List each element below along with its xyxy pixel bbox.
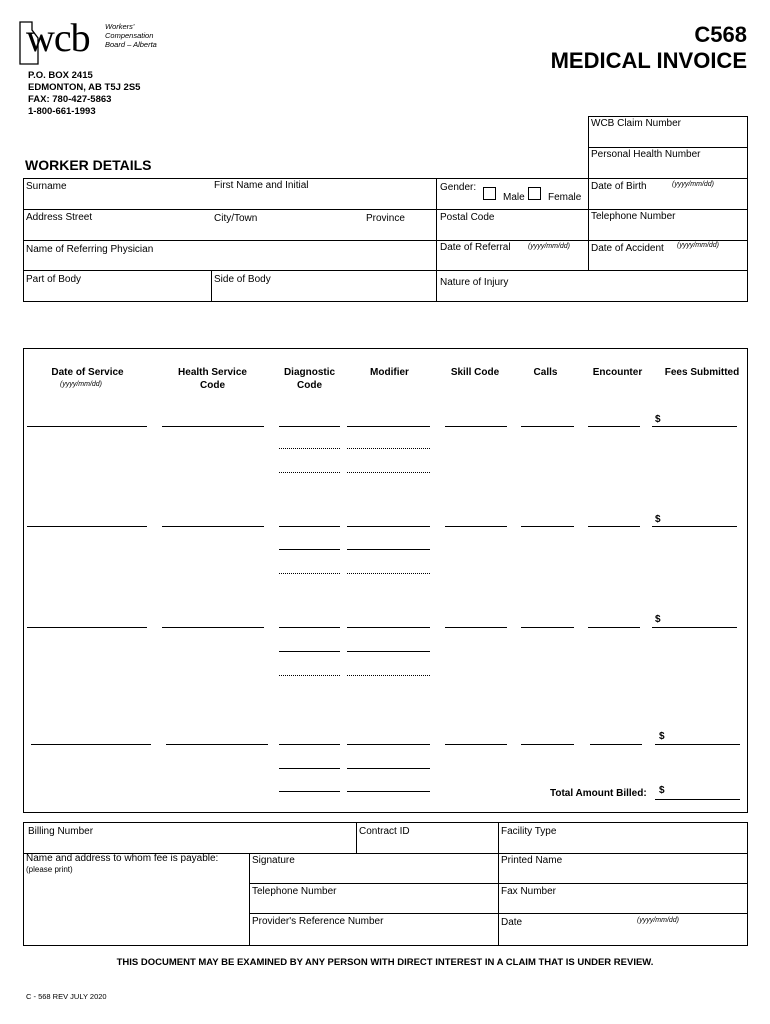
referring-physician-field[interactable]: Name of Referring Physician	[26, 244, 154, 255]
modifier-input[interactable]	[347, 675, 430, 676]
diagnostic-code-input[interactable]	[279, 526, 340, 527]
payee-name-address-field[interactable]: Name and address to whom fee is payable:	[26, 853, 219, 864]
health-service-code-input[interactable]	[162, 526, 264, 527]
col-encounter: Encounter	[592, 367, 643, 378]
col-modifier: Modifier	[370, 367, 409, 378]
province-field[interactable]: Province	[366, 213, 405, 224]
diagnostic-code-input[interactable]	[279, 651, 340, 652]
female-checkbox[interactable]	[528, 187, 541, 200]
col-health-service-code: Health Service Code	[178, 367, 247, 391]
accident-format-hint: (yyyy/mm/dd)	[677, 242, 719, 249]
date-of-birth-field[interactable]: Date of Birth	[591, 181, 647, 192]
modifier-input[interactable]	[347, 549, 430, 550]
form-revision: C - 568 REV JULY 2020	[26, 992, 107, 1001]
diagnostic-code-input[interactable]	[279, 627, 340, 628]
gender-label: Gender:	[440, 182, 477, 193]
col-diagnostic-code: Diagnostic Code	[283, 367, 336, 391]
encounter-input[interactable]	[588, 426, 640, 427]
city-town-field[interactable]: City/Town	[214, 213, 258, 224]
modifier-input[interactable]	[347, 768, 430, 769]
encounter-input[interactable]	[588, 627, 640, 628]
date-of-service-input[interactable]	[27, 627, 147, 628]
modifier-input[interactable]	[347, 526, 430, 527]
billing-number-field[interactable]: Billing Number	[28, 826, 94, 837]
fees-submitted-input[interactable]	[655, 744, 740, 745]
male-checkbox[interactable]	[483, 187, 496, 200]
contract-id-field[interactable]: Contract ID	[359, 826, 410, 837]
review-notice: THIS DOCUMENT MAY BE EXAMINED BY ANY PERSON WITH DIRECT INTEREST IN A CLAIM THAT IS UNDER REVIEW.	[116, 957, 654, 968]
dob-format-hint: (yyyy/mm/dd)	[672, 181, 714, 188]
fax-number-field[interactable]: Fax Number	[501, 886, 557, 897]
address-street-field[interactable]: Address Street	[26, 212, 93, 223]
diagnostic-code-input[interactable]	[279, 768, 340, 769]
currency-symbol: $	[655, 614, 661, 625]
health-service-code-input[interactable]	[162, 426, 264, 427]
col-calls: Calls	[533, 367, 558, 378]
nature-of-injury-field[interactable]: Nature of Injury	[440, 277, 509, 288]
diagnostic-code-input[interactable]	[279, 573, 340, 574]
date-of-accident-field[interactable]: Date of Accident	[591, 243, 664, 254]
personal-health-number-label: Personal Health Number	[591, 149, 701, 160]
personal-health-number-field[interactable]	[588, 147, 748, 179]
part-of-body-field[interactable]: Part of Body	[26, 274, 82, 285]
col-date-format: (yyyy/mm/dd)	[60, 381, 102, 388]
female-label: Female	[548, 192, 582, 203]
mailing-address: P.O. BOX 2415 EDMONTON, AB T5J 2S5 FAX: 780-427-5863 1-800-661-1993	[28, 70, 141, 117]
diagnostic-code-input[interactable]	[279, 448, 340, 449]
calls-input[interactable]	[521, 627, 574, 628]
skill-code-input[interactable]	[445, 627, 507, 628]
modifier-input[interactable]	[347, 448, 430, 449]
form-code: C568	[694, 22, 747, 47]
logo-wordmark: wcb	[26, 15, 90, 60]
signature-field[interactable]: Signature	[252, 855, 295, 866]
date-of-service-input[interactable]	[27, 426, 147, 427]
health-service-code-input[interactable]	[166, 744, 268, 745]
diagnostic-code-input[interactable]	[279, 744, 340, 745]
date-of-service-input[interactable]	[27, 526, 147, 527]
billing-date-field[interactable]: Date	[501, 917, 523, 928]
please-print-hint: (please print)	[26, 865, 73, 874]
currency-symbol: $	[659, 731, 665, 742]
encounter-input[interactable]	[588, 526, 640, 527]
col-fees-submitted: Fees Submitted	[664, 367, 740, 378]
logo-org-name: Workers' Compensation Board – Alberta	[105, 22, 157, 49]
calls-input[interactable]	[521, 426, 574, 427]
total-currency-symbol: $	[659, 785, 665, 796]
modifier-input[interactable]	[347, 791, 430, 792]
col-skill-code: Skill Code	[450, 367, 500, 378]
currency-symbol: $	[655, 414, 661, 425]
calls-input[interactable]	[521, 526, 574, 527]
diagnostic-code-input[interactable]	[279, 472, 340, 473]
billing-date-format-hint: (yyyy/mm/dd)	[637, 917, 679, 924]
total-amount-billed-label: Total Amount Billed:	[550, 788, 647, 799]
skill-code-input[interactable]	[445, 526, 507, 527]
modifier-input[interactable]	[347, 426, 430, 427]
surname-field[interactable]: Surname	[26, 181, 67, 192]
diagnostic-code-input[interactable]	[279, 426, 340, 427]
total-amount-input[interactable]	[655, 799, 740, 800]
col-date-of-service: Date of Service	[51, 367, 124, 378]
date-of-referral-field[interactable]: Date of Referral	[440, 242, 511, 253]
facility-type-field[interactable]: Facility Type	[501, 826, 557, 837]
wcb-claim-number-field[interactable]	[588, 116, 748, 148]
currency-symbol: $	[655, 514, 661, 525]
printed-name-field[interactable]: Printed Name	[501, 855, 563, 866]
provider-telephone-field[interactable]: Telephone Number	[252, 886, 337, 897]
male-label: Male	[503, 192, 525, 203]
modifier-input[interactable]	[347, 472, 430, 473]
fees-submitted-input[interactable]	[652, 526, 737, 527]
form-title: MEDICAL INVOICE	[550, 48, 747, 73]
side-of-body-field[interactable]: Side of Body	[214, 274, 271, 285]
worker-details-title: WORKER DETAILS	[25, 157, 152, 173]
calls-input[interactable]	[521, 744, 574, 745]
fees-submitted-input[interactable]	[652, 627, 737, 628]
modifier-input[interactable]	[347, 627, 430, 628]
first-name-field[interactable]: First Name and Initial	[214, 180, 309, 191]
wcb-claim-number-label: WCB Claim Number	[591, 118, 682, 129]
date-of-service-input[interactable]	[31, 744, 151, 745]
diagnostic-code-input[interactable]	[279, 549, 340, 550]
diagnostic-code-input[interactable]	[279, 791, 340, 792]
skill-code-input[interactable]	[445, 744, 507, 745]
billing-grid	[23, 822, 748, 946]
telephone-number-field[interactable]: Telephone Number	[591, 211, 676, 222]
diagnostic-code-input[interactable]	[279, 675, 340, 676]
fees-submitted-input[interactable]	[652, 426, 737, 427]
modifier-input[interactable]	[347, 744, 430, 745]
health-service-code-input[interactable]	[162, 627, 264, 628]
provider-reference-number-field[interactable]: Provider's Reference Number	[252, 916, 384, 927]
encounter-input[interactable]	[590, 744, 642, 745]
skill-code-input[interactable]	[445, 426, 507, 427]
modifier-input[interactable]	[347, 651, 430, 652]
postal-code-field[interactable]: Postal Code	[440, 212, 495, 223]
referral-format-hint: (yyyy/mm/dd)	[528, 243, 570, 250]
modifier-input[interactable]	[347, 573, 430, 574]
